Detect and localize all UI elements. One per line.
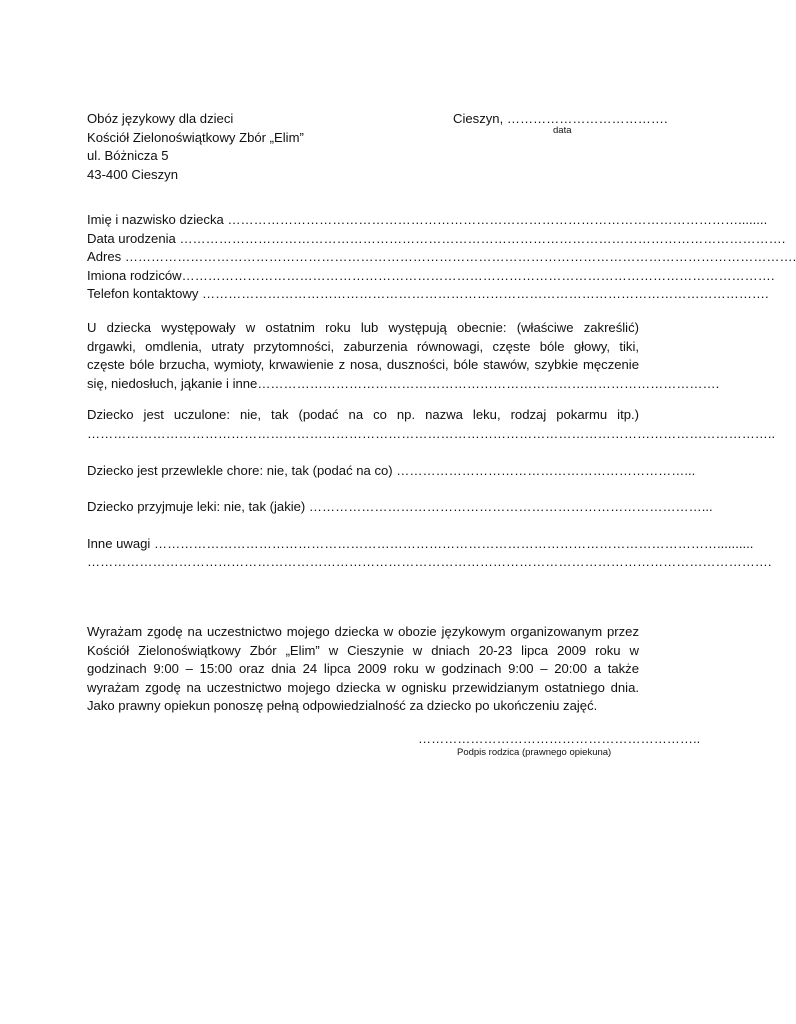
health-line-4: się, niedosłuch, jąkanie i inne…………………………………………………………………………………………….: [87, 375, 720, 391]
health-line-2: drgawki, omdlenia, utraty przytomności, zaburzenia równowagi, częste bóle głowy, tiki,: [87, 338, 639, 354]
allergy-line-1: Dziecko jest uczulone: nie, tak (podać na co np. nazwa leku, rodzaj pokarmu itp.): [87, 407, 639, 422]
health-conditions-paragraph: [87, 319, 720, 393]
medicine-line: Dziecko przyjmuje leki: nie, tak (jakie) ………………………………………………………………………………...: [87, 499, 713, 514]
sender-line-2: Kościół Zielonoświątkowy Zbór „Elim”: [87, 129, 304, 145]
health-line-3: częste bóle brzucha, wymioty, krwawienie z nosa, duszności, bóle stawów, szybkie męczenie: [87, 357, 639, 373]
signature-line: ………………………………………………………..: [418, 731, 701, 746]
date-caption: data: [553, 125, 572, 136]
allergy-line-2: …………………………………………………………………………………………………………………………………………..: [87, 425, 776, 441]
consent-line-4: wyrażam zgodę na uczestnictwo mojego dziecka w ognisku przewidzianym ostatniego dnia.: [87, 679, 639, 695]
notes-line-2: ………………………………………………………………………………………………………………………………………….: [87, 554, 772, 569]
chronic-illness-line: Dziecko jest przewlekle chore: nie, tak (podać na co) …………………………………………………………...: [87, 463, 696, 478]
sender-line-3: ul. Bóżnicza 5: [87, 148, 169, 164]
consent-paragraph: [87, 623, 639, 716]
field-address: Adres ……………………………………………………………………………………………………………………………………….: [87, 249, 796, 265]
child-data-fields: [87, 211, 796, 304]
notes-line-1: Inne uwagi …………………………………………………………………………………………………………………..........: [87, 536, 754, 551]
field-parent-names: Imiona rodziców……………………………………………………………………………………………………………………….: [87, 267, 775, 283]
field-phone: Telefon kontaktowy ………………………………………………………………………………………………………………….: [87, 286, 769, 302]
sender-address: [87, 110, 304, 184]
consent-line-1: Wyrażam zgodę na uczestnictwo mojego dziecka w obozie językowym organizowanym przez: [87, 624, 639, 639]
consent-line-2: Kościół Zielonoświątkowy Zbór „Elim” w Cieszynie w dniach 20-23 lipca 2009 roku w: [87, 642, 639, 658]
consent-line-5: Jako prawny opiekun ponoszę pełną odpowiedzialność za dziecko po ukończeniu zajęć.: [87, 698, 598, 714]
sender-line-4: 43-400 Cieszyn: [87, 166, 178, 182]
allergy-paragraph: [87, 406, 776, 443]
sender-line-1: Obóz językowy dla dzieci: [87, 111, 234, 126]
consent-line-3: godzinach 9:00 – 15:00 oraz dnia 24 lipca 2009 roku w godzinach 9:00 – 20:00 a także: [87, 661, 639, 677]
field-child-name: Imię i nazwisko dziecka ………………………………………………………………………………………………………........: [87, 212, 768, 227]
health-line-1: U dziecka występowały w ostatnim roku lub występują obecnie: (właściwe zakreślić): [87, 320, 639, 335]
signature-caption: Podpis rodzica (prawnego opiekuna): [457, 747, 612, 758]
field-birth-date: Data urodzenia ………………………………………………………………………………………………………………………….: [87, 230, 786, 246]
place-date-field: Cieszyn, ……………………………….: [453, 111, 668, 126]
